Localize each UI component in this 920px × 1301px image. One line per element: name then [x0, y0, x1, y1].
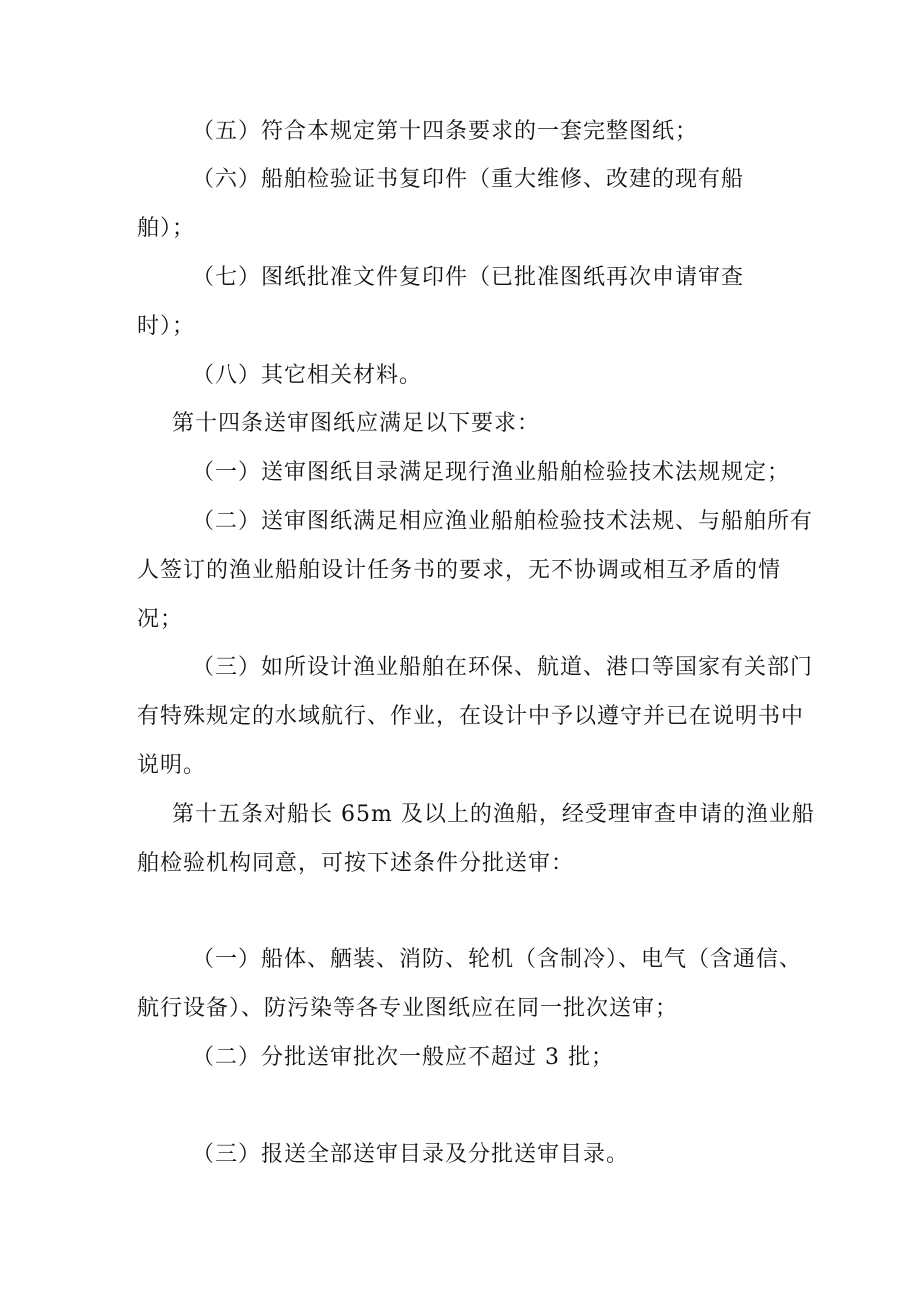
item-6-line-2: 舶）；: [137, 216, 196, 241]
article-15-item-1-line-2: 航行设备）、防污染等各专业图纸应在同一批次送审；: [137, 996, 679, 1021]
article-14-item-1: （一）送审图纸目录满足现行渔业船舶检验技术法规规定；: [192, 460, 791, 485]
article-15-line-1: 第十五条对船长 65m 及以上的渔船，经受理审查申请的渔业船: [172, 802, 815, 827]
item-7-line-1: （七）图纸批准文件复印件（已批准图纸再次申请审查: [192, 265, 745, 290]
article-15-item-2: （二）分批送审批次一般应不超过 3 批；: [192, 1045, 614, 1070]
article-15-item-3: （三）报送全部送审目录及分批送审目录。: [192, 1142, 630, 1167]
article-14-heading: 第十四条送审图纸应满足以下要求：: [172, 411, 541, 436]
article-15-item-1-line-1: （一）船体、舾装、消防、轮机（含制冷）、电气（含通信、: [192, 947, 803, 972]
article-14-item-2-line-2: 人签订的渔业船舶设计任务书的要求，无不协调或相互矛盾的情: [137, 558, 782, 583]
article-14-item-2-line-3: 况；: [137, 607, 184, 632]
article-14-item-3-line-1: （三）如所设计渔业船舶在环保、航道、港口等国家有关部门: [192, 655, 814, 680]
article-14-item-3-line-3: 说明。: [137, 753, 207, 778]
article-14-item-2-line-1: （二）送审图纸满足相应渔业船舶检验技术法规、与船舶所有: [192, 509, 814, 534]
item-7-line-2: 时）；: [137, 314, 196, 339]
item-8: （八）其它相关材料。: [192, 363, 423, 388]
item-6-line-1: （六）船舶检验证书复印件（重大维修、改建的现有船: [192, 167, 745, 192]
article-15-line-2: 舶检验机构同意，可按下述条件分批送审：: [137, 851, 575, 876]
article-14-item-3-line-2: 有特殊规定的水域航行、作业，在设计中予以遵守并已在说明书中: [137, 704, 805, 729]
item-5: （五）符合本规定第十四条要求的一套完整图纸；: [192, 119, 699, 144]
